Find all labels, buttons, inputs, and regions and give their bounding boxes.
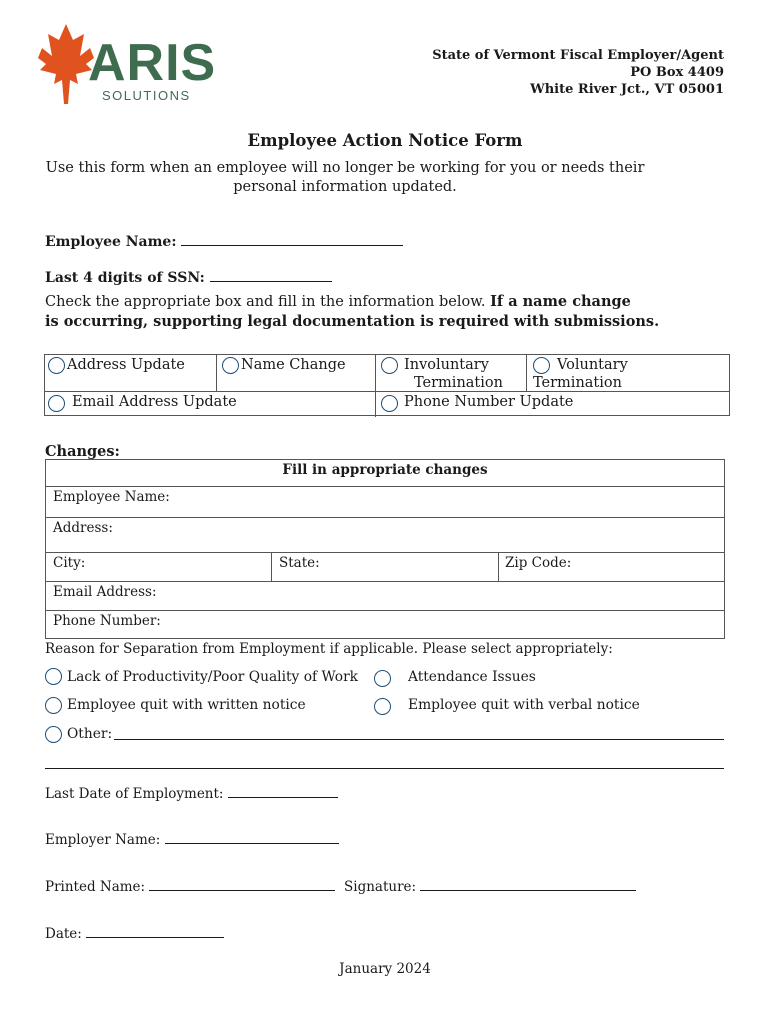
maple-leaf-icon [38,24,94,104]
address-line-3: White River Jct., VT 05001 [530,82,724,97]
divider [45,391,375,392]
changes-phone-label: Phone Number: [53,613,161,629]
instructions-bold-1: If a name change [490,293,631,310]
changes-state-label: State: [279,555,320,571]
voluntary-label-2: Termination [533,375,622,391]
intro-line-2: personal information updated. [233,179,457,195]
divider [46,610,724,611]
divider [526,355,527,391]
ssn-label: Last 4 digits of SSN: [45,270,205,286]
employer-name-field [45,829,339,848]
involuntary-label-2: Termination [414,375,503,391]
other-reason-line[interactable] [114,739,724,740]
other-reason-label: Other: [67,726,113,742]
last-date-line[interactable] [228,783,338,798]
ssn-field [45,267,332,286]
address-line-1: State of Vermont Fiscal Employer/Agent [432,48,724,63]
employee-name-field [45,231,403,250]
last-date-label: Last Date of Employment: [45,786,224,802]
date-label: Date: [45,926,82,942]
printed-name-label: Printed Name: [45,879,146,895]
address-update-label: Address Update [67,357,185,373]
employer-name-line[interactable] [165,829,339,844]
name-change-label: Name Change [241,357,346,373]
intro-line-1: Use this form when an employee will no longer be working for you or needs their [45,160,645,176]
address-update-radio[interactable] [48,357,65,374]
instructions-plain: Check the appropriate box and fill in the information below. [45,294,491,310]
changes-zip-label: Zip Code: [505,555,572,571]
quit-written-radio[interactable] [45,697,62,714]
other-reason-radio[interactable] [45,726,62,743]
footer-date: January 2024 [339,961,431,977]
instructions-bold-2: is occurring, supporting legal documentation is required with submissions. [45,313,660,330]
voluntary-label-1: Voluntary [557,357,628,373]
changes-table-header: Fill in appropriate changes [282,462,488,478]
divider [46,552,724,553]
divider [216,355,217,391]
separation-reason-prompt: Reason for Separation from Employment if applicable. Please select appropriately: [45,641,613,657]
changes-address-label: Address: [53,520,113,536]
changes-employee-name-label: Employee Name: [53,489,170,505]
divider [271,552,272,581]
last-date-field [45,783,338,802]
changes-table [45,459,725,639]
date-field [45,923,224,942]
quit-written-label: Employee quit with written notice [67,697,306,713]
ssn-line[interactable] [210,267,332,282]
address-line-2: PO Box 4409 [630,65,724,80]
other-reason-line-2[interactable] [45,768,724,769]
attendance-issues-radio[interactable] [374,670,391,687]
signature-label: Signature: [344,879,417,895]
divider [375,355,376,417]
involuntary-termination-radio[interactable] [381,357,398,374]
printed-name-field [45,876,636,895]
svg-text:SOLUTIONS: SOLUTIONS [102,88,191,103]
printed-name-line[interactable] [149,876,335,891]
email-update-label: Email Address Update [72,394,237,410]
aris-solutions-logo [18,18,263,108]
svg-text:ARIS: ARIS [88,34,217,92]
name-change-radio[interactable] [222,357,239,374]
quit-verbal-label: Employee quit with verbal notice [408,697,640,713]
lack-of-productivity-radio[interactable] [45,668,62,685]
changes-email-label: Email Address: [53,584,157,600]
quit-verbal-radio[interactable] [374,698,391,715]
signature-line[interactable] [420,876,636,891]
phone-update-label: Phone Number Update [404,394,574,410]
date-line[interactable] [86,923,224,938]
instructions [45,292,745,332]
attendance-issues-label: Attendance Issues [408,669,536,685]
phone-update-radio[interactable] [381,395,398,412]
employer-name-label: Employer Name: [45,832,161,848]
involuntary-label-1: Involuntary [404,357,489,373]
action-options-table [44,354,730,416]
employee-name-line[interactable] [181,231,403,246]
form-title: Employee Action Notice Form [247,131,523,150]
divider [46,581,724,582]
divider [46,517,724,518]
lack-of-productivity-label: Lack of Productivity/Poor Quality of Work [67,669,359,685]
divider [46,486,724,487]
employee-name-label: Employee Name: [45,234,177,250]
email-update-radio[interactable] [48,395,65,412]
voluntary-termination-radio[interactable] [533,357,550,374]
divider [498,552,499,581]
intro-text [40,159,650,197]
changes-heading: Changes: [45,443,120,460]
changes-city-label: City: [53,555,86,571]
